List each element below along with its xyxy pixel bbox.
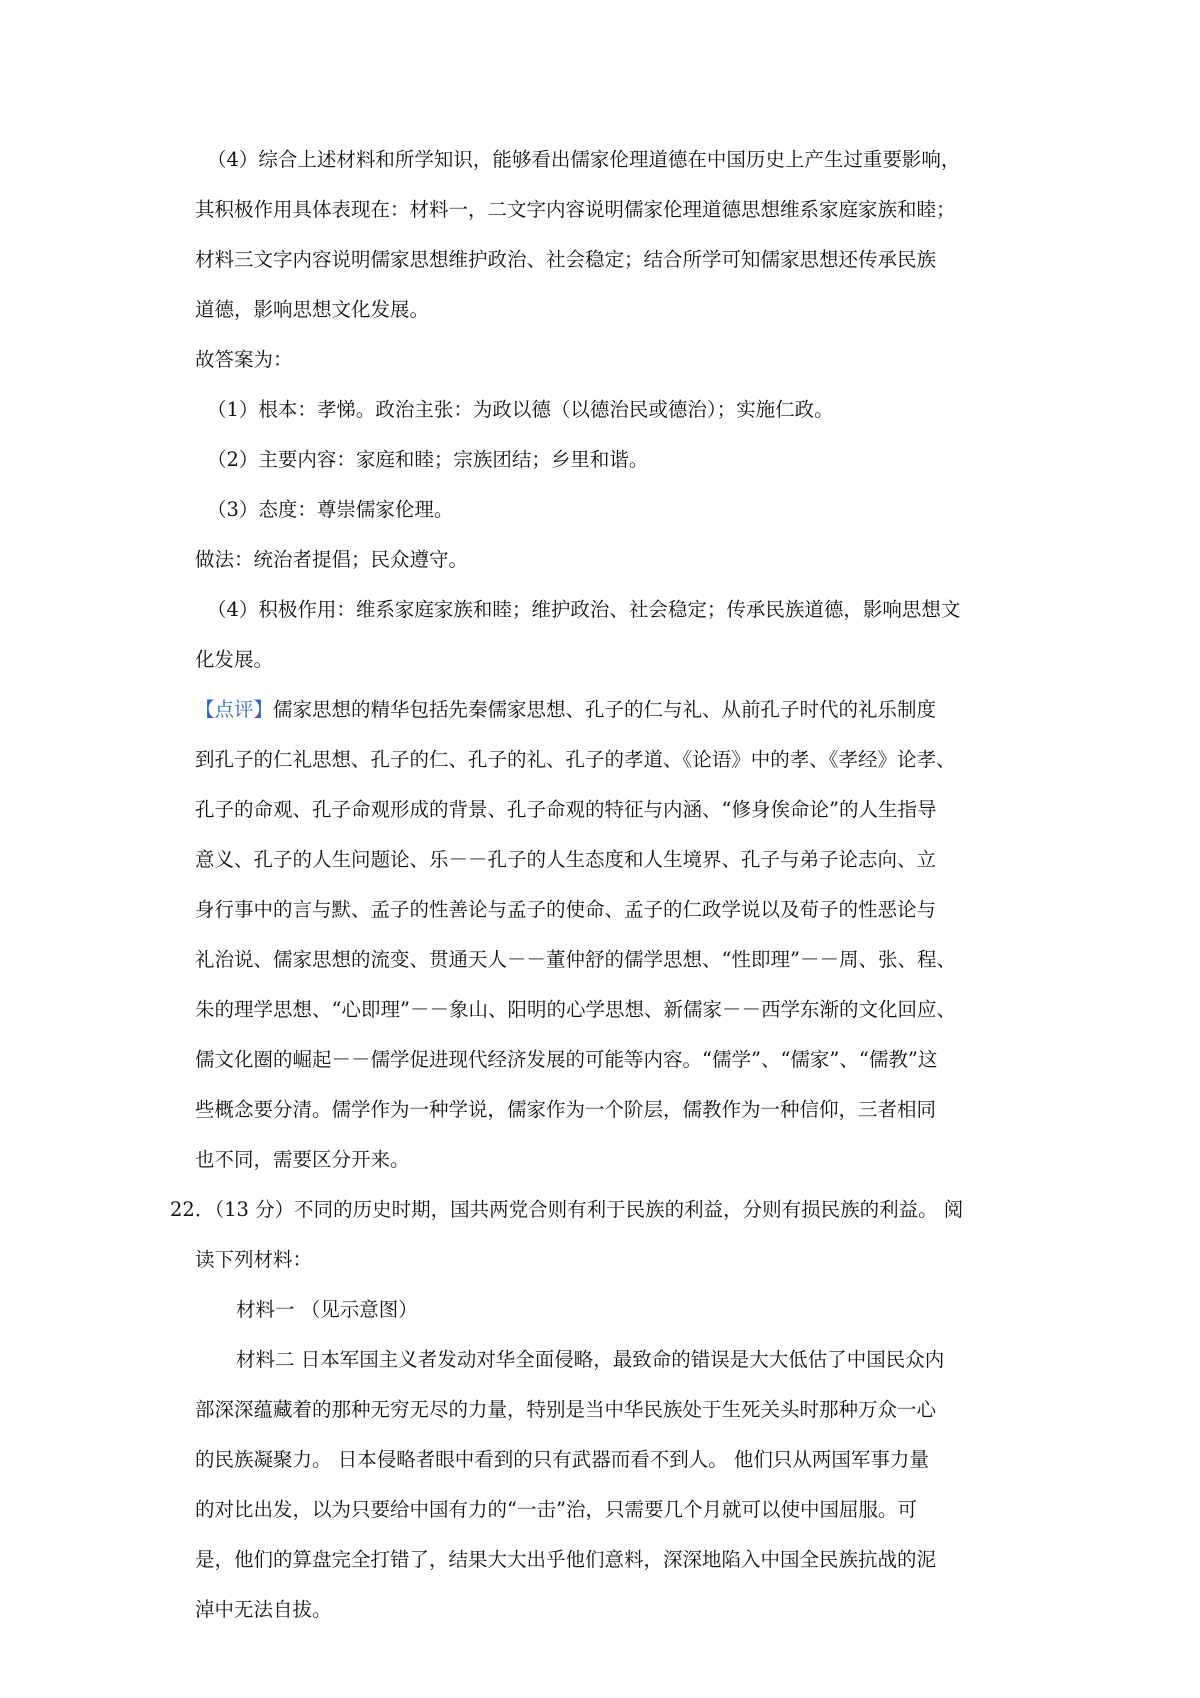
answer-part4-line: 其积极作用具体表现在：材料一，二文字内容说明儒家伦理道德思想维系家庭家族和睦；: [195, 198, 956, 221]
comment-line: 身行事中的言与默、孟子的性善论与孟子的使命、孟子的仁政学说以及荀子的性恶论与: [195, 898, 937, 921]
final-answer-item: 做法：统治者提倡；民众遵守。: [195, 548, 469, 571]
material2-line: 是，他们的算盘完全打错了，结果大大出乎他们意料，深深地陷入中国全民族抗战的泥: [195, 1548, 937, 1571]
final-answer-heading: 故答案为：: [195, 348, 293, 371]
comment-line: 也不同，需要区分开来。: [195, 1148, 410, 1171]
final-answer-item: （2）主要内容：家庭和睦；宗族团结；乡里和谐。: [207, 448, 649, 471]
final-answer-item: （1）根本：孝悌。政治主张：为政以德（以德治民或德治）；实施仁政。: [207, 398, 834, 421]
comment-line: 儒文化圈的崛起－－儒学促进现代经济发展的可能等内容。“儒学”、“儒家”、“儒教”这: [195, 1048, 938, 1071]
comment-text: 儒家思想的精华包括先秦儒家思想、孔子的仁与礼、从前孔子时代的礼乐制度: [273, 698, 937, 721]
comment-line: 意义、孔子的人生问题论、乐－－孔子的人生态度和人生境界、孔子与弟子论志向、立: [195, 848, 937, 871]
material2-line: 材料二 日本军国主义者发动对华全面侵略，最致命的错误是大大低估了中国民众内: [236, 1348, 945, 1371]
answer-part4-line: 道德，影响思想文化发展。: [195, 298, 430, 321]
comment-line: 到孔子的仁礼思想、孔子的仁、孔子的礼、孔子的孝道、《论语》中的孝、《孝经》论孝、: [195, 748, 956, 771]
comment-first-line: [195, 696, 936, 724]
final-answer-item: 化发展。: [195, 648, 274, 671]
final-answer-item: （3）态度：尊崇儒家伦理。: [207, 498, 454, 521]
comment-line: 礼治说、儒家思想的流变、贯通天人－－董仲舒的儒学思想、“性即理”－－周、张、程、: [195, 948, 956, 971]
comment-tag: 【点评】: [195, 698, 274, 721]
answer-part4-line: 材料三文字内容说明儒家思想维护政治、社会稳定；结合所学可知儒家思想还传承民族: [195, 248, 937, 271]
final-answer-item: （4）积极作用：维系家庭家族和睦；维护政治、社会稳定；传承民族道德，影响思想文: [207, 598, 961, 621]
material2-line: 部深深蕴藏着的那种无穷无尽的力量，特别是当中华民族处于生死关头时那种万众一心: [195, 1398, 937, 1421]
comment-line: 些概念要分清。儒学作为一种学说，儒家作为一个阶层，儒教作为一种信仰，三者相同: [195, 1098, 937, 1121]
material2-line: 的民族凝聚力。 日本侵略者眼中看到的只有武器而看不到人。 他们只从两国军事力量: [195, 1448, 929, 1471]
material1-label: 材料一 （见示意图）: [236, 1298, 418, 1321]
comment-line: 孔子的命观、孔子命观形成的背景、孔子命观的特征与内涵、“修身俟命论”的人生指导: [195, 798, 937, 821]
material2-line: 的对比出发，以为只要给中国有力的“一击”治，只需要几个月就可以使中国屈服。可: [195, 1498, 917, 1521]
answer-part4-line: （4）综合上述材料和所学知识，能够看出儒家伦理道德在中国历史上产生过重要影响，: [207, 148, 961, 171]
comment-line: 朱的理学思想、“心即理”－－象山、阳明的心学思想、新儒家－－西学东渐的文化回应、: [195, 998, 956, 1021]
question22-stem: 22．（13 分）不同的历史时期，国共两党合则有利于民族的利益，分则有损民族的利益。 阅: [170, 1198, 964, 1221]
question22-stem: 读下列材料：: [195, 1248, 313, 1271]
material2-line: 淖中无法自拔。: [195, 1598, 332, 1621]
